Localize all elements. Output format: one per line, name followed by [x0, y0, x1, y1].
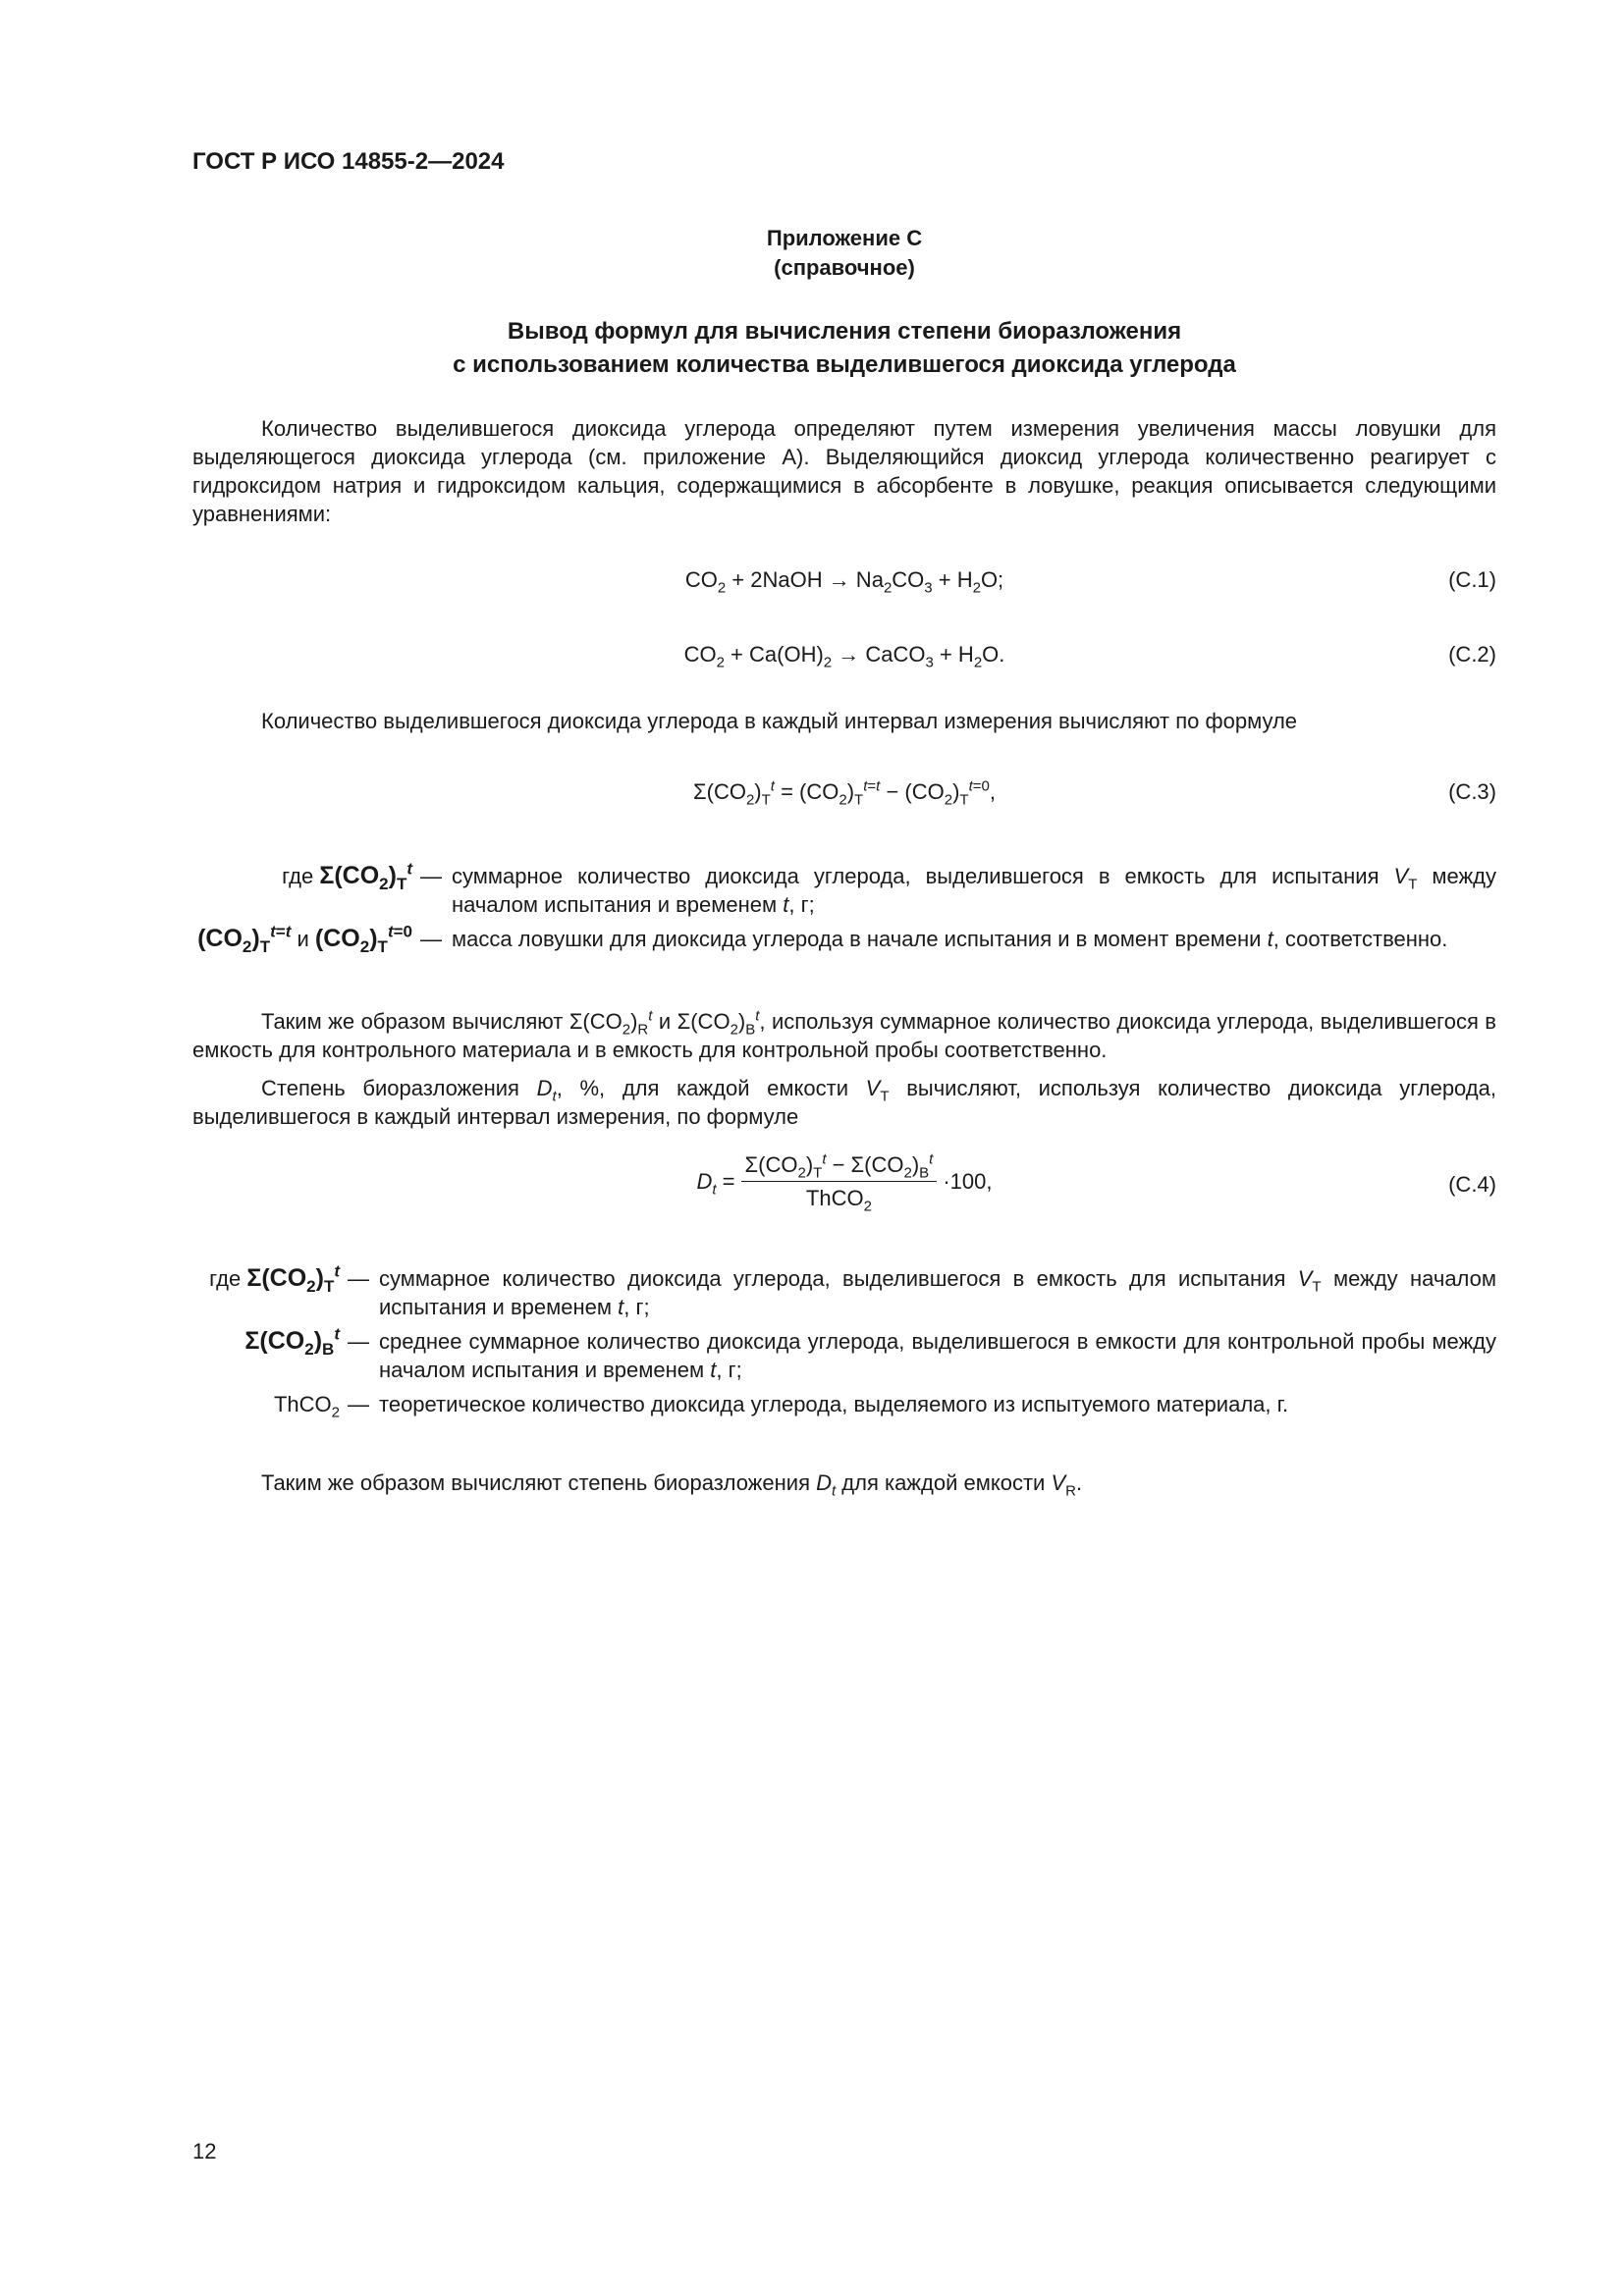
fraction: $\frac{\Sigma(CO_2)_T^t - \Sigma(CO_2)_B^t}{ThCO_2}$: [741, 1150, 938, 1212]
standard-header: ГОСТ Р ИСО 14855-2—2024: [192, 148, 505, 175]
section-title-line1: Вывод формул для вычисления степени биоразложения: [507, 318, 1182, 345]
definition-dash: —: [420, 927, 442, 951]
paragraph-interval: Количество выделившегося диоксида углерода в каждый интервал измерения вычисляют по формуле: [261, 709, 1298, 733]
equation-c1: [192, 565, 1496, 599]
equation-c4: [192, 1150, 1496, 1229]
equation-c1-formula: $CO_2$ + 2NaOH → $Na_2CO_3 + H_2O$;: [684, 567, 1004, 597]
equation-c2-formula: $CO_2 + Ca(OH)_2$ → CaCO$_3$ + $H_2O$.: [683, 642, 1005, 671]
definitions-c3: [192, 859, 1497, 959]
equation-c4-formula: $D_t$ = $\frac{\Sigma(CO_2)_T^t - \Sigma(CO_2)_B^t}{ThCO_2}$ ·100,: [696, 1150, 993, 1215]
definition-text: теоретическое количество диоксида углерода, выделяемого из испытуемого материала, г.: [379, 1392, 1289, 1416]
appendix-title: Приложение С: [766, 226, 923, 250]
definition-term: где $\Sigma(CO_2)_T^t$: [209, 1261, 340, 1296]
definition-row: [192, 1390, 1496, 1421]
definition-row: [192, 859, 1497, 919]
definition-term: где $\Sigma(CO_2)_T^t$: [282, 859, 412, 893]
definition-dash: —: [348, 1392, 369, 1416]
page-number: 12: [192, 2139, 217, 2163]
definitions-c4: [192, 1261, 1496, 1424]
definition-dash: —: [420, 864, 442, 888]
equation-c4-label: (С.4): [1448, 1172, 1496, 1197]
where-label: где: [282, 864, 314, 888]
definition-text: среднее суммарное количество диоксида углерода, выделившегося в емкости для контрольной пробы между началом испытания и временем t, г;: [379, 1329, 1496, 1382]
equation-c3-formula: $\Sigma(CO_2)_T^t = (CO_2)_T^{t=t} - (CO_2)_T^{t=0}$,: [693, 777, 996, 809]
equation-c3-label: (С.3): [1448, 779, 1496, 804]
equation-c2-label: (С.2): [1448, 642, 1496, 667]
paragraph-intro: Количество выделившегося диоксида углерода определяют путем измерения увеличения массы ловушки для выделяющегося диоксида углерода (см. приложение А). Выделяющийся диоксид углерода количественно реагирует с гидроксидом натрия и гидроксидом кальция, содержащимися в абсорбенте в ловушке, реакция описывается следующими уравнениями:: [192, 416, 1496, 526]
definition-dash: —: [348, 1329, 369, 1354]
definition-text: суммарное количество диоксида углерода, выделившегося в емкость для испытания $V_T$ между началом испытания и временем t, г;: [379, 1266, 1496, 1319]
paragraph-reference-calc: Таким же образом вычисляют $\Sigma(CO_2)_R^t$ и $\Sigma(CO_2)_B^t$, используя суммарное количество диоксида углерода, выделившегося в емкость для контрольного материала и в емкость для контрольной пробы соответственно.: [192, 1007, 1496, 1062]
equation-c1-label: (С.1): [1448, 567, 1496, 592]
definition-text: масса ловушки для диоксида углерода в начале испытания и в момент времени t, соответственно.: [452, 927, 1448, 951]
definition-term: $(CO_2)_T^{t=t}$ и $(CO_2)_T^{t=0}$: [197, 922, 412, 956]
paragraph-reference-degree: Таким же образом вычисляют степень биоразложения $D_t$ для каждой емкости $V_R$.: [261, 1470, 1083, 1500]
where-label: где: [209, 1266, 242, 1291]
definition-dash: —: [348, 1266, 369, 1291]
paragraph-degree: Степень биоразложения $D_t$, %, для каждой емкости $V_T$ вычисляют, используя количество диоксида углерода, выделившегося в каждый интервал измерения, по формуле: [192, 1076, 1496, 1129]
definition-row: [192, 1324, 1496, 1384]
definition-row: [192, 922, 1496, 956]
equation-c3: [192, 777, 1496, 811]
definition-term: ThCO$_2$: [273, 1392, 340, 1421]
section-title-line2: с использованием количества выделившегося диоксида углерода: [453, 351, 1236, 378]
and-label: и: [297, 927, 309, 951]
definition-row: [192, 1261, 1496, 1321]
definition-text: суммарное количество диоксида углерода, выделившегося в емкость для испытания $V_T$ между началом испытания и временем t, г;: [452, 864, 1497, 917]
equation-c2: [192, 640, 1496, 673]
appendix-status: (справочное): [774, 255, 915, 280]
definition-term: $\Sigma(CO_2)_B^t$: [244, 1324, 340, 1359]
